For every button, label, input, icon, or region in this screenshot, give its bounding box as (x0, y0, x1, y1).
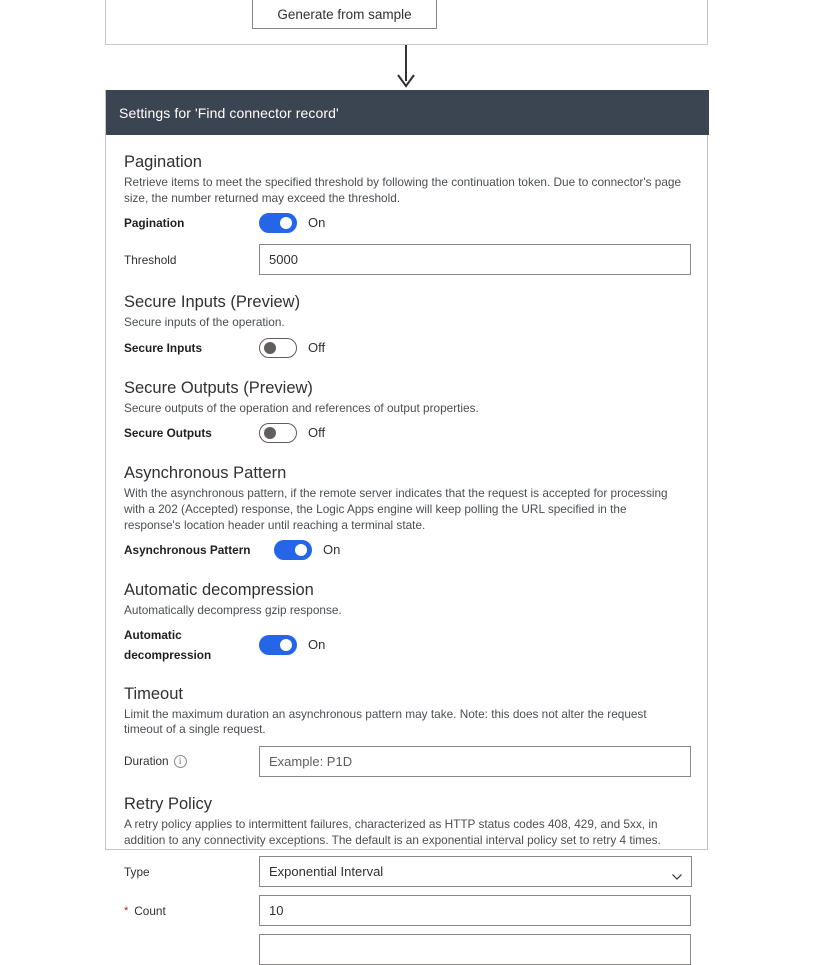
info-icon[interactable]: i (174, 755, 187, 768)
toggle-knob (264, 427, 276, 439)
retry-count-input[interactable] (259, 895, 691, 926)
section-secure-inputs (106, 291, 709, 361)
duration-row (124, 746, 691, 777)
secure-inputs-toggle[interactable] (259, 338, 297, 358)
section-title-timeout: Timeout (124, 684, 183, 703)
automatic-decompression-label-line2: decompression (124, 647, 212, 662)
threshold-row (124, 244, 691, 275)
asynchronous-pattern-toggle-row (124, 537, 691, 563)
duration-input[interactable] (259, 746, 691, 777)
section-description-secure-inputs: Secure inputs of the operation. (124, 315, 285, 330)
settings-card-body (106, 135, 709, 965)
retry-type-row (124, 856, 691, 887)
section-timeout (106, 683, 709, 777)
pagination-toggle-state: On (308, 215, 326, 231)
secure-inputs-toggle-label: Secure Inputs (124, 340, 203, 355)
toggle-knob (280, 639, 292, 651)
required-indicator: * (124, 904, 129, 917)
section-title-secure-outputs: Secure Outputs (Preview) (124, 378, 313, 397)
secure-outputs-toggle-row (124, 420, 691, 446)
section-title-pagination: Pagination (124, 153, 202, 171)
section-title-asynchronous-pattern: Asynchronous Pattern (124, 464, 287, 483)
toggle-knob (295, 544, 307, 556)
secure-outputs-toggle[interactable] (259, 423, 297, 443)
duration-label-text: Duration (124, 754, 169, 769)
pagination-toggle-label: Pagination (124, 216, 185, 231)
automatic-decompression-toggle-label (124, 625, 259, 665)
asynchronous-pattern-toggle-label: Asynchronous Pattern (124, 543, 251, 558)
sample-payload-card (105, 0, 708, 45)
retry-type-select-wrap (259, 856, 692, 887)
secure-outputs-toggle-state: Off (308, 425, 326, 441)
section-title-automatic-decompression: Automatic decompression (124, 581, 314, 600)
section-description-retry-policy: A retry policy applies to intermittent failures, characterized as HTTP status codes 408, 429, and 5xx, in addition to any connectivity exceptions. The default is an exponential interval policy set to retry 4 times. (124, 816, 661, 847)
toggle-knob (264, 342, 276, 354)
duration-label (124, 754, 259, 768)
threshold-input[interactable] (259, 244, 691, 275)
asynchronous-pattern-toggle-state: On (323, 542, 341, 558)
retry-type-select[interactable]: Exponential Interval (259, 856, 692, 887)
page-title: Settings for 'Find connector record' (119, 104, 339, 121)
arrow-down-icon (389, 45, 429, 90)
asynchronous-pattern-toggle[interactable] (274, 540, 312, 560)
section-description-automatic-decompression: Automatically decompress gzip response. (124, 603, 342, 618)
section-description-pagination: Retrieve items to meet the specified threshold by following the continuation token. Due to connector's page size, the number returned may exceed the threshold. (124, 175, 682, 205)
automatic-decompression-label-line1: Automatic (124, 627, 182, 642)
automatic-decompression-toggle-row (124, 623, 691, 667)
toggle-knob (280, 217, 292, 229)
section-title-secure-inputs: Secure Inputs (Preview) (124, 293, 301, 312)
retry-interval-row (124, 934, 691, 965)
generate-from-sample-button[interactable]: Generate from sample (252, 0, 437, 29)
section-secure-outputs (106, 377, 709, 447)
section-description-asynchronous-pattern: With the asynchronous pattern, if the remote server indicates that the request is accepted for processing with a 202 (Accepted) response, the Logic Apps engine will keep polling the URL specified in the response's location header until reaching a terminal state. (124, 486, 668, 532)
section-description-secure-outputs: Secure outputs of the operation and references of output properties. (124, 400, 479, 415)
pagination-toggle-row (124, 210, 691, 236)
retry-count-label-text: Count (134, 903, 166, 918)
retry-type-label: Type (124, 864, 150, 879)
section-asynchronous-pattern (106, 462, 709, 563)
secure-inputs-toggle-state: Off (308, 339, 326, 355)
retry-count-row (124, 895, 691, 926)
section-title-retry-policy: Retry Policy (124, 794, 213, 813)
section-automatic-decompression (106, 579, 709, 667)
retry-count-label (124, 904, 259, 918)
secure-outputs-toggle-label: Secure Outputs (124, 426, 212, 441)
section-description-timeout: Limit the maximum duration an asynchronous pattern may take. Note: this does not alter the request timeout of a single request. (124, 706, 647, 737)
automatic-decompression-toggle-state: On (308, 636, 326, 652)
settings-card (105, 90, 708, 918)
threshold-label: Threshold (124, 252, 177, 267)
settings-card-header (106, 90, 709, 135)
automatic-decompression-toggle[interactable] (259, 635, 297, 655)
pagination-toggle[interactable] (259, 213, 297, 233)
secure-inputs-toggle-row (124, 335, 691, 361)
section-retry-policy (106, 793, 709, 965)
retry-interval-input[interactable] (259, 934, 691, 965)
section-pagination (106, 151, 709, 275)
